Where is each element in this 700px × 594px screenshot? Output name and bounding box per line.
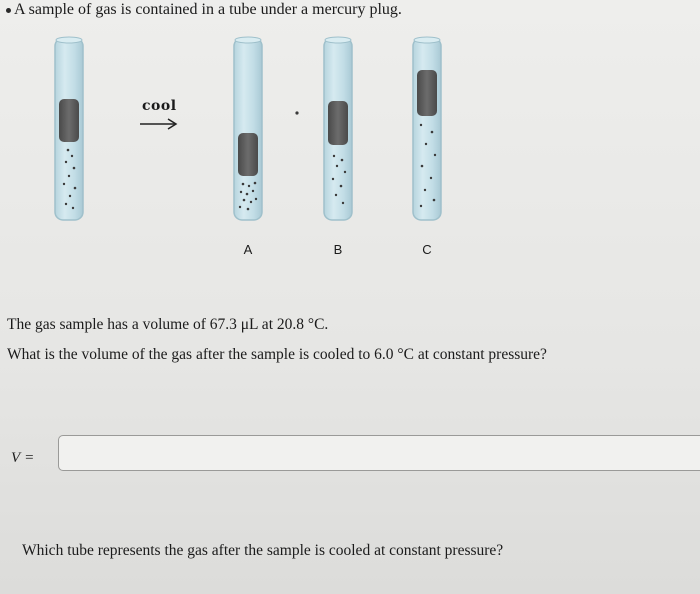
- intro-text: A sample of gas is contained in a tube under a mercury plug.: [14, 1, 402, 18]
- tube-original-mercury: [59, 99, 79, 142]
- cool-arrow-icon: [140, 119, 176, 129]
- tube-label-b: B: [333, 242, 343, 257]
- tube-a: [234, 37, 262, 220]
- tube-question: Which tube represents the gas after the sample is cooled at constant pressure?: [22, 542, 504, 559]
- stray-dot: [295, 111, 298, 114]
- volume-question: What is the volume of the gas after the sample is cooled to 6.0 °C at constant pressure?: [7, 346, 547, 363]
- tube-b: [324, 37, 352, 220]
- tube-a-mercury: [238, 133, 258, 176]
- gas-tube-figure: [0, 0, 700, 280]
- volume-answer-input[interactable]: [58, 435, 700, 471]
- tube-c-glass: [413, 38, 441, 220]
- answer-label: [11, 450, 34, 467]
- cool-label: cool: [142, 98, 177, 114]
- tube-label-a: A: [243, 242, 253, 257]
- tubes-illustration: [0, 0, 700, 280]
- tube-original: [55, 37, 83, 220]
- problem-statement: The gas sample has a volume of 67.3 μL at 20.8 °C.: [7, 316, 329, 333]
- tube-c-mercury: [417, 70, 437, 116]
- tube-label-c: C: [422, 242, 432, 257]
- tube-c: [413, 37, 441, 220]
- answer-equals: =: [25, 450, 34, 466]
- answer-variable: V: [11, 450, 21, 466]
- tube-a-glass: [234, 38, 262, 220]
- tube-b-mercury: [328, 101, 348, 145]
